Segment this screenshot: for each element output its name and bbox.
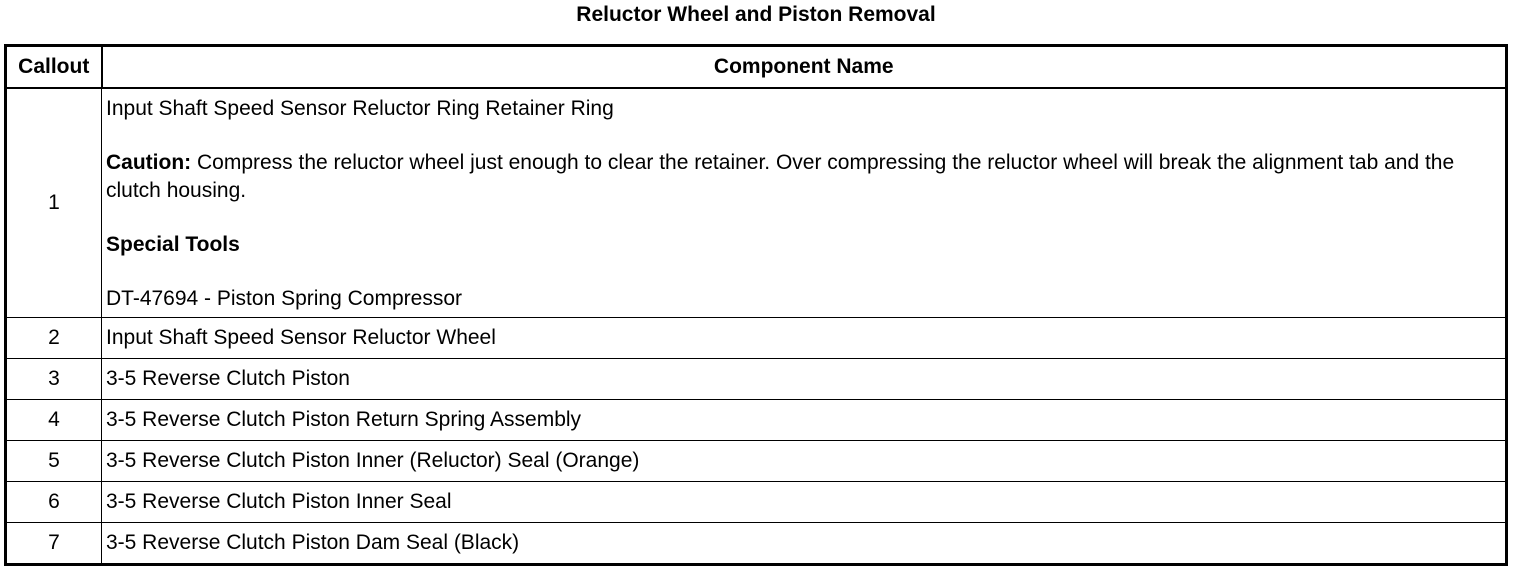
table-row [6, 482, 1507, 523]
table-row [6, 523, 1507, 565]
callout-number: 2 [6, 318, 102, 359]
special-tool-item: DT-47694 - Piston Spring Compressor [106, 287, 462, 310]
caution-label: Caution: [106, 151, 192, 174]
component-table [4, 44, 1508, 566]
component-name: 3-5 Reverse Clutch Piston Inner (Reluctor) Seal (Orange) [102, 441, 1507, 482]
component-name: 3-5 Reverse Clutch Piston [102, 359, 1507, 400]
component-name-cell [102, 88, 1507, 318]
callout-number: 3 [6, 359, 102, 400]
caution-text: Compress the reluctor wheel just enough to clear the retainer. Over compressing the reluctor wheel will break the alignment tab and the clutch housing. [106, 151, 1455, 202]
component-name: 3-5 Reverse Clutch Piston Return Spring Assembly [102, 400, 1507, 441]
table-row [6, 400, 1507, 441]
component-name: Input Shaft Speed Sensor Reluctor Ring Retainer Ring [106, 97, 614, 120]
component-name: 3-5 Reverse Clutch Piston Inner Seal [102, 482, 1507, 523]
table-row [6, 88, 1507, 318]
table-row [6, 318, 1507, 359]
callout-number: 7 [6, 523, 102, 565]
component-name: Input Shaft Speed Sensor Reluctor Wheel [102, 318, 1507, 359]
callout-number: 5 [6, 441, 102, 482]
callout-number: 1 [6, 88, 102, 318]
callout-number: 6 [6, 482, 102, 523]
special-tools-heading: Special Tools [106, 233, 240, 256]
table-header-row [6, 46, 1507, 89]
page-title: Reluctor Wheel and Piston Removal [576, 3, 936, 26]
callout-number: 4 [6, 400, 102, 441]
table-row [6, 441, 1507, 482]
caution-note [106, 149, 1501, 205]
component-name-column-header: Component Name [102, 46, 1507, 89]
callout-column-header: Callout [6, 46, 102, 89]
table-row [6, 359, 1507, 400]
component-name: 3-5 Reverse Clutch Piston Dam Seal (Black) [102, 523, 1507, 565]
